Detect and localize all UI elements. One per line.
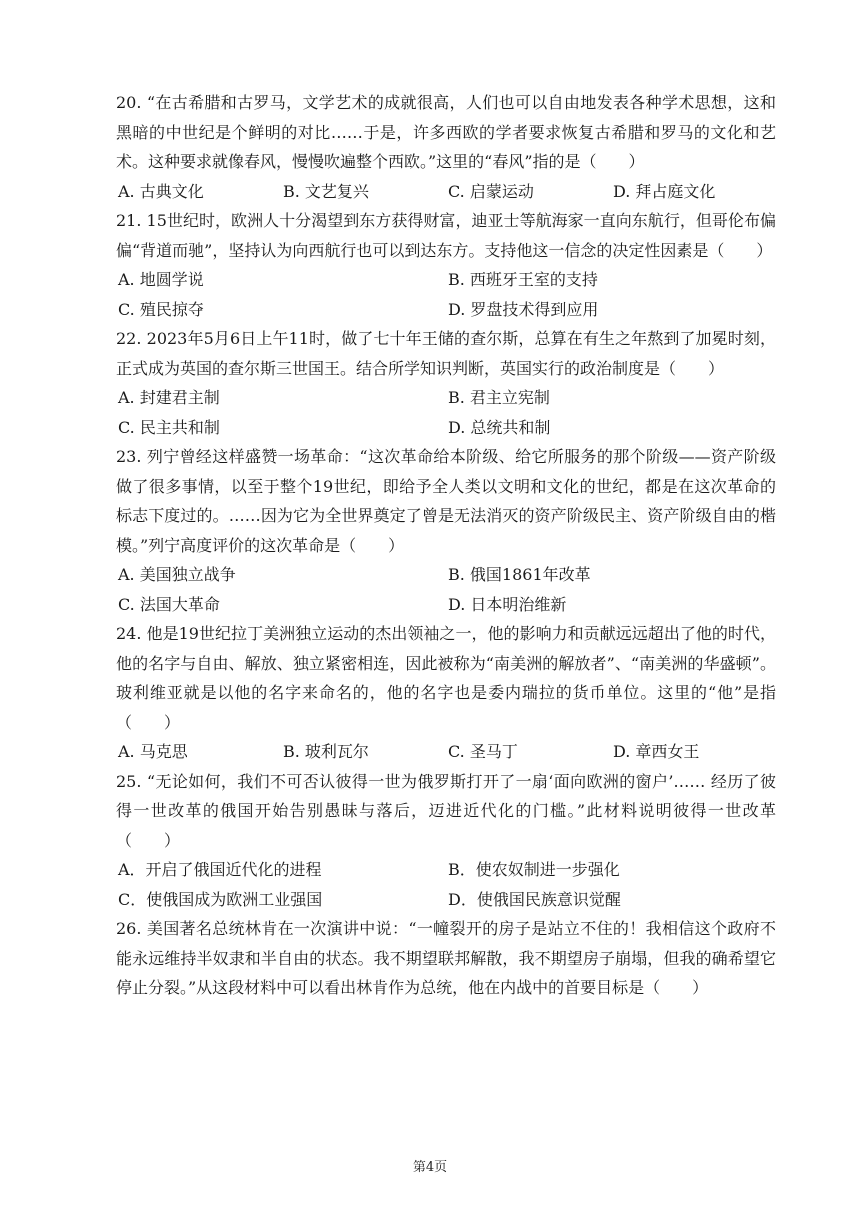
option-a: A. 封建君主制 bbox=[118, 388, 220, 407]
option-d: D. 罗盘技术得到应用 bbox=[448, 299, 599, 319]
option-c: C. 启蒙运动 bbox=[448, 181, 534, 201]
options-row bbox=[116, 737, 776, 767]
question-26 bbox=[116, 914, 776, 1003]
option-c: C. 民主共和制 bbox=[118, 417, 220, 437]
question-25 bbox=[116, 767, 776, 915]
question-stem: 23. 列宁曾经这样盛赞一场革命：“这次革命给本阶级、给它所服务的那个阶级——资产阶级做了很多事情，以至于整个19世纪，即给予全人类以文明和文化的世纪，都是在这次革命的标志下度过的。……因为它为全世界奠定了曾是无法消灭的资产阶级民主、资产阶级自由的楷模。”列宁高度评价的这次革命是（ ） bbox=[116, 447, 776, 555]
question-stem: 22. 2023年5月6日上午11时，做了七十年王储的查尔斯，总算在有生之年熬到了加冕时刻，正式成为英国的查尔斯三世国王。结合所学知识判断，英国实行的政治制度是（ ） bbox=[116, 329, 776, 378]
option-b: B. 文艺复兴 bbox=[283, 181, 369, 201]
question-23 bbox=[116, 442, 776, 619]
question-stem: 26. 美国著名总统林肯在一次演讲中说：“一幢裂开的房子是站立不住的！我相信这个政府不能永远维持半奴隶和半自由的状态。我不期望联邦解散，我不期望房子崩塌，但我的确希望它停止分裂。”从这段材料中可以看出林肯作为总统，他在内战中的首要目标是（ ） bbox=[116, 919, 776, 997]
question-24 bbox=[116, 619, 776, 767]
option-b: B．使农奴制进一步强化 bbox=[448, 860, 620, 879]
option-d: D. 拜占庭文化 bbox=[613, 181, 716, 201]
option-d: D. 日本明治维新 bbox=[448, 594, 567, 614]
question-21 bbox=[116, 206, 776, 324]
question-stem: 21. 15世纪时，欧洲人十分渴望到东方获得财富，迪亚士等航海家一直向东航行，但哥伦布偏偏“背道而驰”，坚持认为向西航行也可以到达东方。支持他这一信念的决定性因素是（ ） bbox=[116, 211, 776, 260]
options-grid bbox=[116, 383, 776, 442]
option-a: A. 马克思 bbox=[118, 742, 188, 761]
option-d: D．使俄国民族意识觉醒 bbox=[448, 889, 621, 909]
options-grid bbox=[116, 855, 776, 914]
option-c: C. 殖民掠夺 bbox=[118, 299, 204, 319]
option-d: D. 总统共和制 bbox=[448, 417, 551, 437]
options-grid bbox=[116, 265, 776, 324]
option-c: C. 法国大革命 bbox=[118, 594, 220, 614]
option-c: C. 圣马丁 bbox=[448, 742, 518, 761]
question-stem: 20. “在古希腊和古罗马，文学艺术的成就很高，人们也可以自由地发表各种学术思想，这和黑暗的中世纪是个鲜明的对比……于是，许多西欧的学者要求恢复古希腊和罗马的文化和艺术。这种要求就像春风，慢慢吹遍整个西欧。”这里的“春风”指的是（ ） bbox=[116, 93, 776, 171]
option-b: B. 俄国1861年改革 bbox=[448, 565, 591, 584]
option-b: B. 西班牙王室的支持 bbox=[448, 270, 598, 289]
options-row bbox=[116, 177, 776, 207]
question-22 bbox=[116, 324, 776, 442]
option-a: A．开启了俄国近代化的进程 bbox=[118, 860, 322, 879]
option-c: C．使俄国成为欧洲工业强国 bbox=[118, 889, 323, 909]
question-stem: 25. “无论如何，我们不可否认彼得一世为俄罗斯打开了一扇‘面向欧洲的窗户’…… 经历了彼得一世改革的俄国开始告别愚昧与落后，迈进近代化的门槛。”此材料说明彼得一世改革（ ） bbox=[116, 771, 776, 850]
option-b: B. 玻利瓦尔 bbox=[283, 742, 369, 761]
option-d: D. 章西女王 bbox=[613, 742, 700, 761]
option-a: A. 美国独立战争 bbox=[118, 565, 236, 584]
question-stem: 24. 他是19世纪拉丁美洲独立运动的杰出领袖之一，他的影响力和贡献远远超出了他的时代，他的名字与自由、解放、独立紧密相连，因此被称为“南美洲的解放者”、“南美洲的华盛顿”。玻利维亚就是以他的名字来命名的，他的名字也是委内瑞拉的货币单位。这里的“他”是指（ ） bbox=[116, 624, 776, 732]
option-a: A. 古典文化 bbox=[118, 181, 204, 201]
options-grid bbox=[116, 560, 776, 619]
question-20 bbox=[116, 88, 776, 206]
option-b: B. 君主立宪制 bbox=[448, 388, 550, 407]
question-list bbox=[116, 88, 776, 1003]
option-a: A. 地圆学说 bbox=[118, 270, 204, 289]
page-number: 第4页 bbox=[412, 1160, 448, 1175]
